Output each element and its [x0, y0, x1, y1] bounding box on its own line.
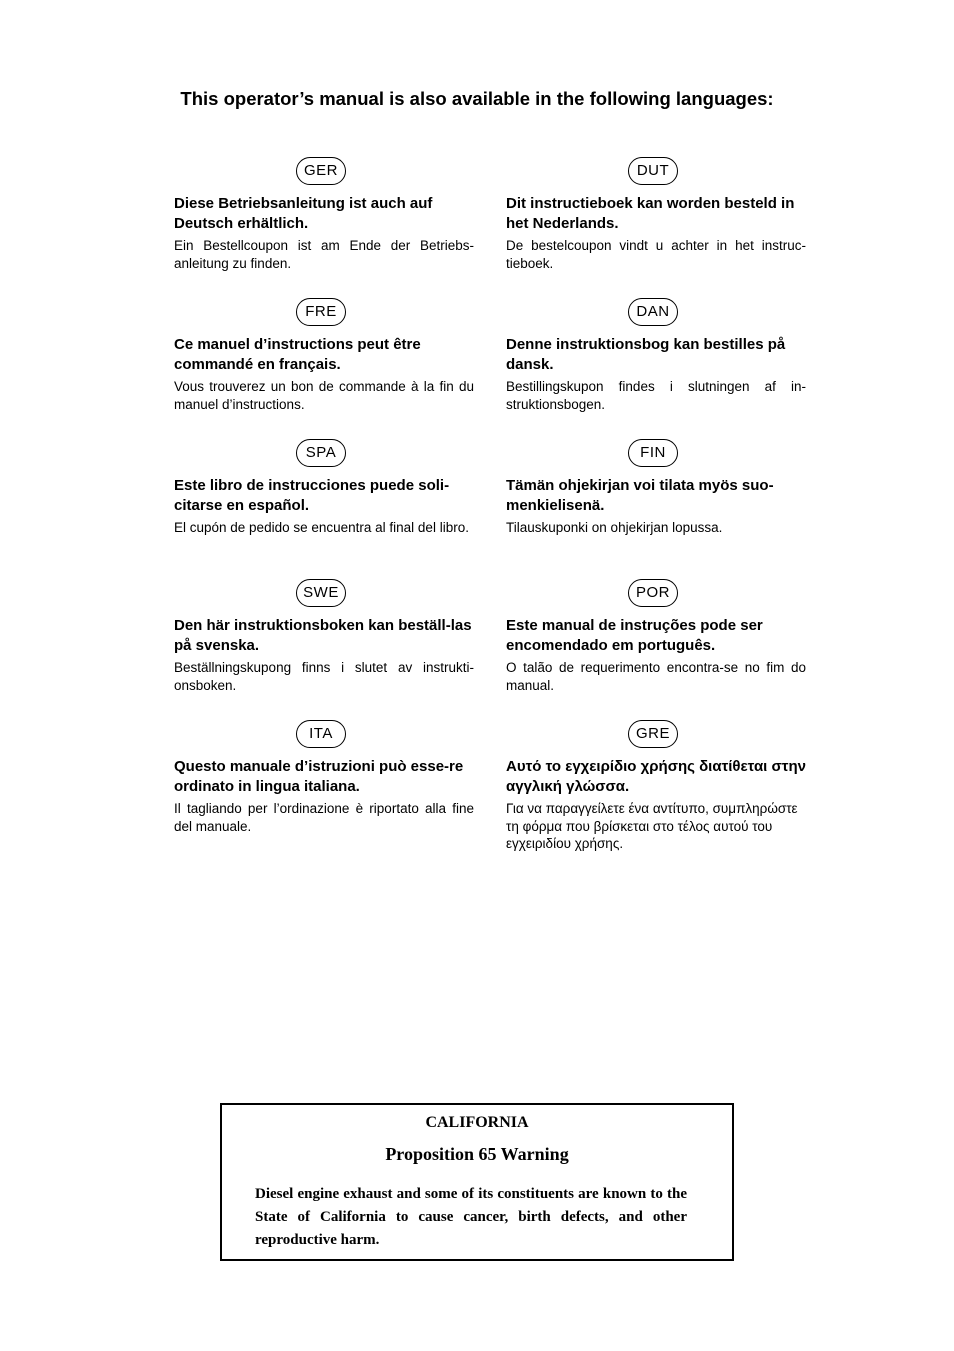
language-entry-title: Dit instructieboek kan worden besteld in het Nederlands.	[506, 195, 795, 232]
language-code-badge: DUT	[628, 157, 678, 185]
page-heading: This operator’s manual is also available in the following languages:	[180, 88, 774, 109]
language-entry-text: Tilauskuponki on ohjekirjan lopussa.	[506, 520, 723, 535]
language-code-badge: ITA	[296, 720, 346, 748]
language-code-badge: GER	[296, 157, 346, 185]
prop65-warning-box	[220, 1103, 734, 1261]
language-entry-text: Vous trouverez un bon de commande à la fin du manuel d’instructions.	[174, 379, 474, 412]
language-code-badge: DAN	[628, 298, 678, 326]
language-code-badge: GRE	[628, 720, 678, 748]
language-entry-text: El cupón de pedido se encuentra al final del libro.	[174, 520, 469, 535]
language-entry-title: Tämän ohjekirjan voi tilata myös suo-menkielisenä.	[506, 477, 774, 514]
language-code-badge: SWE	[296, 579, 346, 607]
warning-text: Diesel engine exhaust and some of its constituents are known to the State of California to cause cancer, birth defects, and other reproductive harm.	[255, 1186, 687, 1248]
language-entry-text: Bestillingskupon findes i slutningen af in-struktionsbogen.	[506, 379, 806, 412]
language-entry-text: Il tagliando per l’ordinazione è riportato alla fine del manuale.	[174, 801, 474, 834]
language-entry-title: Ce manuel d’instructions peut être commandé en français.	[174, 336, 421, 373]
language-entry-text: Beställningskupong finns i slutet av instrukti-onsboken.	[174, 660, 474, 693]
warning-state: CALIFORNIA	[425, 1114, 529, 1131]
language-entry-text: De bestelcoupon vindt u achter in het instruc-tieboek.	[506, 238, 806, 271]
language-entry-text: Για να παραγγείλετε ένα αντίτυπο, συμπληρώστε τη φόρμα που βρίσκεται στο τέλος αυτού του εγχειριδίου χρήσης.	[506, 801, 798, 851]
language-entry-title: Este libro de instrucciones puede soli-citarse en español.	[174, 477, 450, 514]
warning-title: Proposition 65 Warning	[385, 1144, 569, 1164]
language-entry-text: O talão de requerimento encontra-se no fim do manual.	[506, 660, 806, 693]
language-code-badge: SPA	[296, 439, 346, 467]
language-entry-title: Denne instruktionsbog kan bestilles på dansk.	[506, 336, 786, 373]
language-code-badge: POR	[628, 579, 678, 607]
language-entry-text: Ein Bestellcoupon ist am Ende der Betriebs-anleitung zu finden.	[174, 238, 474, 271]
language-entry-title: Este manual de instruções pode ser encomendado em português.	[506, 617, 763, 654]
language-code-badge: FIN	[628, 439, 678, 467]
language-entry-title: Diese Betriebsanleitung ist auch auf Deutsch erhältlich.	[174, 195, 433, 232]
language-entry-title: Den här instruktionsboken kan beställ-las på svenska.	[174, 617, 472, 654]
language-entry-title: Αυτό το εγχειρίδιο χρήσης διατίθεται στην αγγλική γλώσσα.	[506, 758, 806, 795]
language-code-badge: FRE	[296, 298, 346, 326]
language-entry-title: Questo manuale d’istruzioni può esse-re ordinato in lingua italiana.	[174, 758, 464, 795]
